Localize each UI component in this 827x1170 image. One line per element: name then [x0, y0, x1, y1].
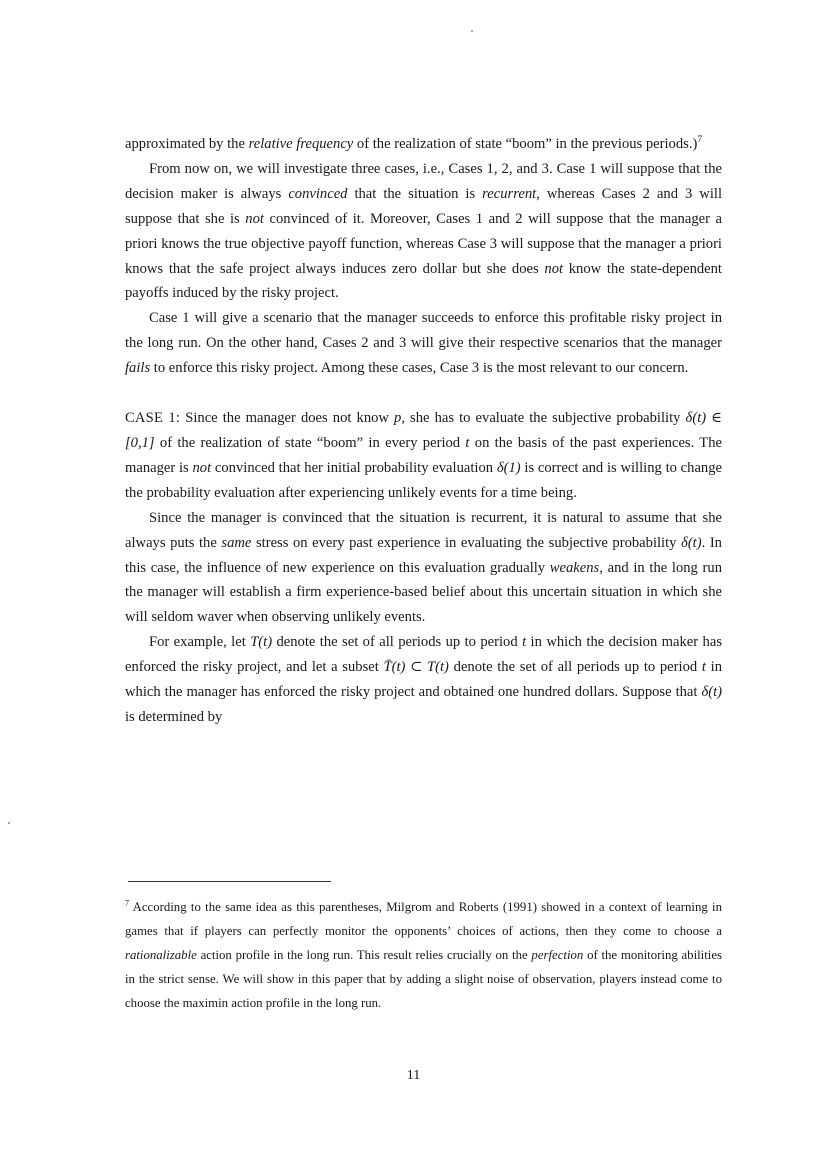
footnote-reference[interactable]: 7	[697, 135, 703, 146]
math-symbol: t	[701, 659, 706, 676]
math-expression: δ(1)	[496, 459, 521, 476]
emphasis: perfection	[531, 948, 584, 962]
paragraph: CASE 1: Since the manager does not know p, she has to evaluate the subjective probability δ(t) ∈ [0,1] of the realization of state “boom” in every period t on the basis of the past experiences. The manager is not convinced that her initial probability evaluation δ(1) is correct and is willing to change the probability evaluation after experiencing unlikely events for a time being.	[125, 410, 723, 501]
paragraph: Since the manager is convinced that the situation is recurrent, it is natural to assume that she always puts the same stress on every past experience in evaluating the subjective probability δ(t). In this case, the influence of new experience on this evaluation gradually weakens, and in the long run the manager will establish a firm experience-based belief about this uncertain situation in which she will seldom waver when observing unlikely events.	[125, 509, 722, 626]
page-number: 11	[406, 1068, 421, 1083]
footnote	[125, 895, 722, 1015]
case-heading: CASE 1:	[125, 410, 181, 427]
math-expression: δ(t)	[681, 534, 702, 551]
main-text	[125, 132, 722, 730]
math-expression: T(t)	[250, 634, 273, 651]
emphasis: relative frequency	[248, 136, 354, 152]
emphasis: same	[221, 534, 252, 551]
paragraph: From now on, we will investigate three cases, i.e., Cases 1, 2, and 3. Case 1 will suppose that the decision maker is always convinced that the situation is recurrent, whereas Cases 2 and 3 will suppose that she is not convinced of it. Moreover, Cases 1 and 2 will suppose that the manager a priori knows the true objective payoff function, whereas Case 3 will suppose that the manager a priori knows that the safe project always induces zero dollar but she does not know the state-dependent payoffs induced by the risky project.	[125, 160, 722, 302]
scan-speck	[8, 822, 10, 824]
paragraph: For example, let T(t) denote the set of all periods up to period t in which the decision maker has enforced the risky project, and let a subset T̄(t) ⊂ T(t) denote the set of all periods up to period t in which the manager has enforced the risky project and obtained one hundred dollars. Suppose that δ(t) is determined by	[125, 634, 723, 725]
emphasis: rationalizable	[125, 948, 197, 962]
emphasis: not	[245, 210, 264, 227]
footnote-separator	[128, 881, 331, 882]
math-expression: δ(t) ∈ [0,1]	[125, 410, 722, 451]
math-symbol: t	[522, 634, 527, 651]
emphasis: fails	[125, 360, 151, 377]
paragraph: approximated by the relative frequency of the realization of state “boom” in the previous periods.)$^7$	[125, 135, 703, 152]
emphasis: not	[544, 260, 564, 277]
math-symbol: p	[394, 410, 402, 427]
footnote-text: $^7$ According to the same idea as this parentheses, Milgrom and Roberts (1991) showed in a context of learning in games that if players can perfectly monitor the opponents’ choices of actions, then they come to choose a rationalizable action profile in the long run. This result relies crucially on the perfection of the monitoring abilities in the strict sense. We will show in this paper that by adding a slight noise of observation, players instead come to choose the maximin action profile in the long run.	[125, 898, 723, 1010]
paragraph: Case 1 will give a scenario that the manager succeeds to enforce this profitable risky project in the long run. On the other hand, Cases 2 and 3 will give their respective scenarios that the manager fails to enforce this risky project. Among these cases, Case 3 is the most relevant to our concern.	[125, 310, 722, 377]
scan-speck	[471, 30, 473, 32]
math-expression: T̄(t) ⊂ T(t)	[383, 659, 449, 676]
emphasis: recurrent	[482, 185, 537, 202]
emphasis: not	[192, 459, 212, 476]
footnote-mark: 7	[125, 898, 129, 908]
emphasis: convinced	[288, 185, 348, 202]
math-symbol: t	[465, 434, 470, 451]
math-expression: δ(t)	[701, 684, 722, 701]
emphasis: weakens	[549, 559, 600, 576]
